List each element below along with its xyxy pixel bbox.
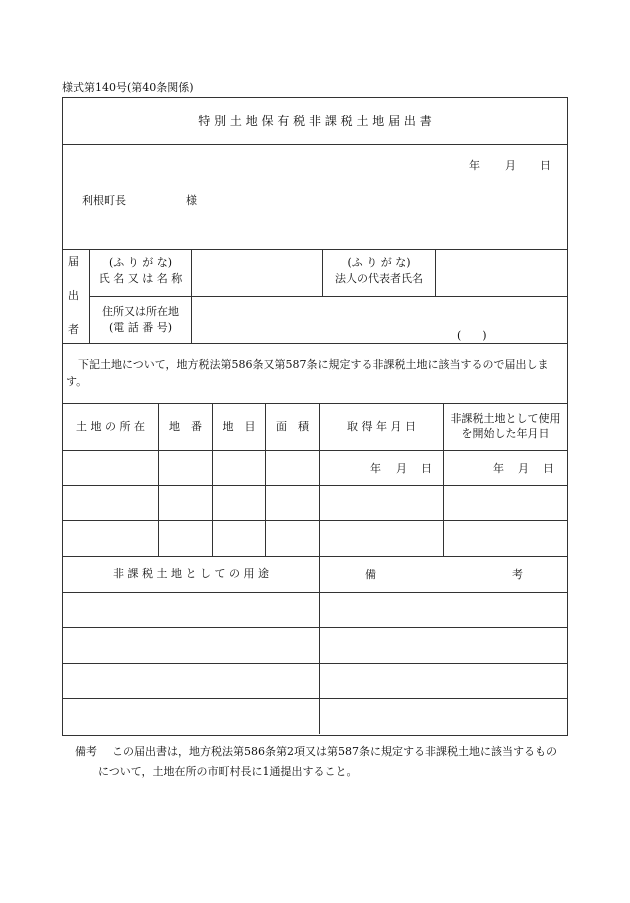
date-month[interactable]: 月: [505, 159, 516, 172]
form-label: 様式第140号(第40条関係): [62, 81, 194, 94]
phone-parens[interactable]: ( ): [457, 329, 487, 342]
name-label: 氏 名 又 は 名 称: [98, 272, 183, 286]
header-area: 面 積: [276, 419, 309, 433]
divider: [62, 698, 567, 699]
divider: [435, 249, 436, 296]
rep-label: 法人の代表者氏名: [335, 272, 423, 286]
divider: [62, 663, 567, 664]
date-year[interactable]: 年: [469, 159, 480, 172]
note-label: 備考: [75, 745, 97, 758]
applicant-side-label-3: 者: [68, 323, 79, 336]
name-furigana-label: (ふ り が な): [108, 256, 173, 270]
header-usage-start-date: 非課税土地として使用を開始した年月日: [450, 412, 561, 440]
divider: [62, 520, 567, 521]
address-field[interactable]: [193, 298, 565, 342]
addressee-name: 利根町長: [82, 194, 126, 207]
form-title: 特 別 土 地 保 有 税 非 課 税 土 地 届 出 書: [198, 113, 432, 128]
phone-label: (電 話 番 号): [108, 321, 173, 335]
divider: [443, 403, 444, 556]
divider: [62, 627, 567, 628]
header-acquisition-date: 取 得 年 月 日: [347, 419, 416, 433]
header-land-category: 地 目: [222, 419, 256, 433]
acq-day: 日: [421, 462, 432, 475]
acq-year: 年: [370, 462, 381, 475]
start-year: 年: [493, 462, 504, 475]
note-line-2: について，土地在所の市町村長に1通提出すること。: [98, 765, 358, 778]
applicant-side-label-2: 出: [68, 289, 79, 302]
acq-month: 月: [396, 462, 407, 475]
rep-name-field[interactable]: [437, 251, 565, 295]
start-month: 月: [518, 462, 529, 475]
divider: [89, 296, 567, 297]
header-remarks-1: 備: [365, 568, 376, 581]
divider: [62, 144, 567, 145]
header-location: 土 地 の 所 在: [76, 419, 145, 433]
divider: [62, 249, 567, 250]
start-day: 日: [543, 462, 554, 475]
divider: [319, 556, 320, 734]
header-usage: 非 課 税 土 地 と し て の 用 途: [113, 567, 269, 581]
addressee-honorific: 様: [186, 194, 197, 207]
applicant-side-label-1: 届: [68, 255, 79, 268]
divider: [62, 485, 567, 486]
header-lot-number: 地 番: [169, 419, 202, 433]
header-remarks-2: 考: [512, 568, 523, 581]
statement-text: 下記土地について，地方税法第586条又第587条に規定する非課税土地に該当するので届出します。: [66, 358, 549, 389]
date-day[interactable]: 日: [540, 159, 551, 172]
divider: [62, 343, 567, 344]
divider: [62, 592, 567, 593]
note-line-1: この届出書は，地方税法第586条第2項又は第587条に規定する非課税土地に該当するもの: [112, 745, 557, 758]
divider: [62, 450, 567, 451]
name-field[interactable]: [193, 251, 321, 295]
rep-furigana-label: (ふ り が な): [347, 256, 411, 270]
address-label: 住所又は所在地: [102, 305, 179, 319]
